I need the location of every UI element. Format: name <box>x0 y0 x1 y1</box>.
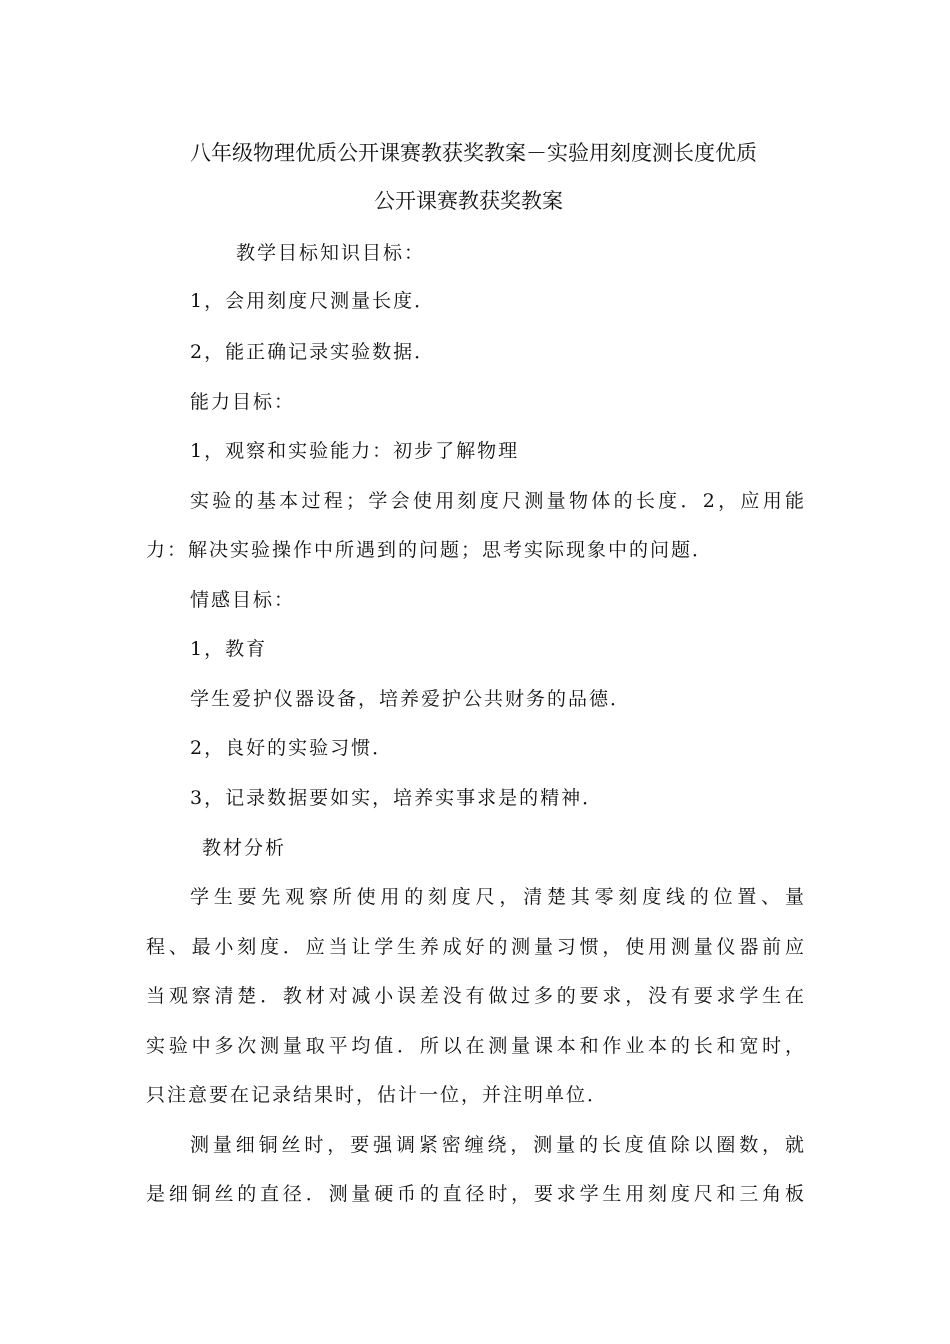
text-line: 是细铜丝的直径．测量硬币的直径时，要求学生用刻度尺和三角板 <box>146 1183 804 1205</box>
text-line: 1，会用刻度尺测量长度． <box>190 290 436 312</box>
text-line: 教学目标知识目标： <box>236 242 426 264</box>
text-line: 程、最小刻度．应当让学生养成好的测量习惯，使用测量仪器前应 <box>146 936 804 958</box>
text-line: 学生要先观察所使用的刻度尺，清楚其零刻度线的位置、量 <box>190 886 804 908</box>
text-line: 1，观察和实验能力：初步了解物理 <box>190 440 520 462</box>
text-line: 学生爱护仪器设备，培养爱护公共财务的品德． <box>190 688 632 710</box>
text-line: 实验的基本过程；学会使用刻度尺测量物体的长度．2，应用能 <box>190 490 804 512</box>
text-line: 能力目标： <box>190 391 296 413</box>
document-title-line-1: 八年级物理优质公开课赛教获奖教案－实验用刻度测长度优质 <box>190 141 757 165</box>
text-line: 测量细铜丝时，要强调紧密缠绕，测量的长度值除以圈数，就 <box>190 1134 804 1156</box>
text-line: 实验中多次测量取平均值．所以在测量课本和作业本的长和宽时， <box>146 1035 804 1057</box>
document-title-line-2: 公开课赛教获奖教案 <box>374 189 563 213</box>
section-heading: 教材分析 <box>202 837 287 859</box>
text-line: 力：解决实验操作中所遇到的问题；思考实际现象中的问题． <box>146 539 714 561</box>
text-line: 3，记录数据要如实，培养实事求是的精神． <box>190 787 604 809</box>
text-line: 只注意要在记录结果时，估计一位，并注明单位． <box>146 1084 609 1106</box>
text-line: 当观察清楚．教材对减小误差没有做过多的要求，没有要求学生在 <box>146 985 804 1007</box>
text-line: 2，良好的实验习惯． <box>190 737 394 759</box>
text-line: 情感目标： <box>190 589 296 611</box>
text-line: 2，能正确记录实验数据． <box>190 341 436 363</box>
text-line: 1，教育 <box>190 638 268 660</box>
